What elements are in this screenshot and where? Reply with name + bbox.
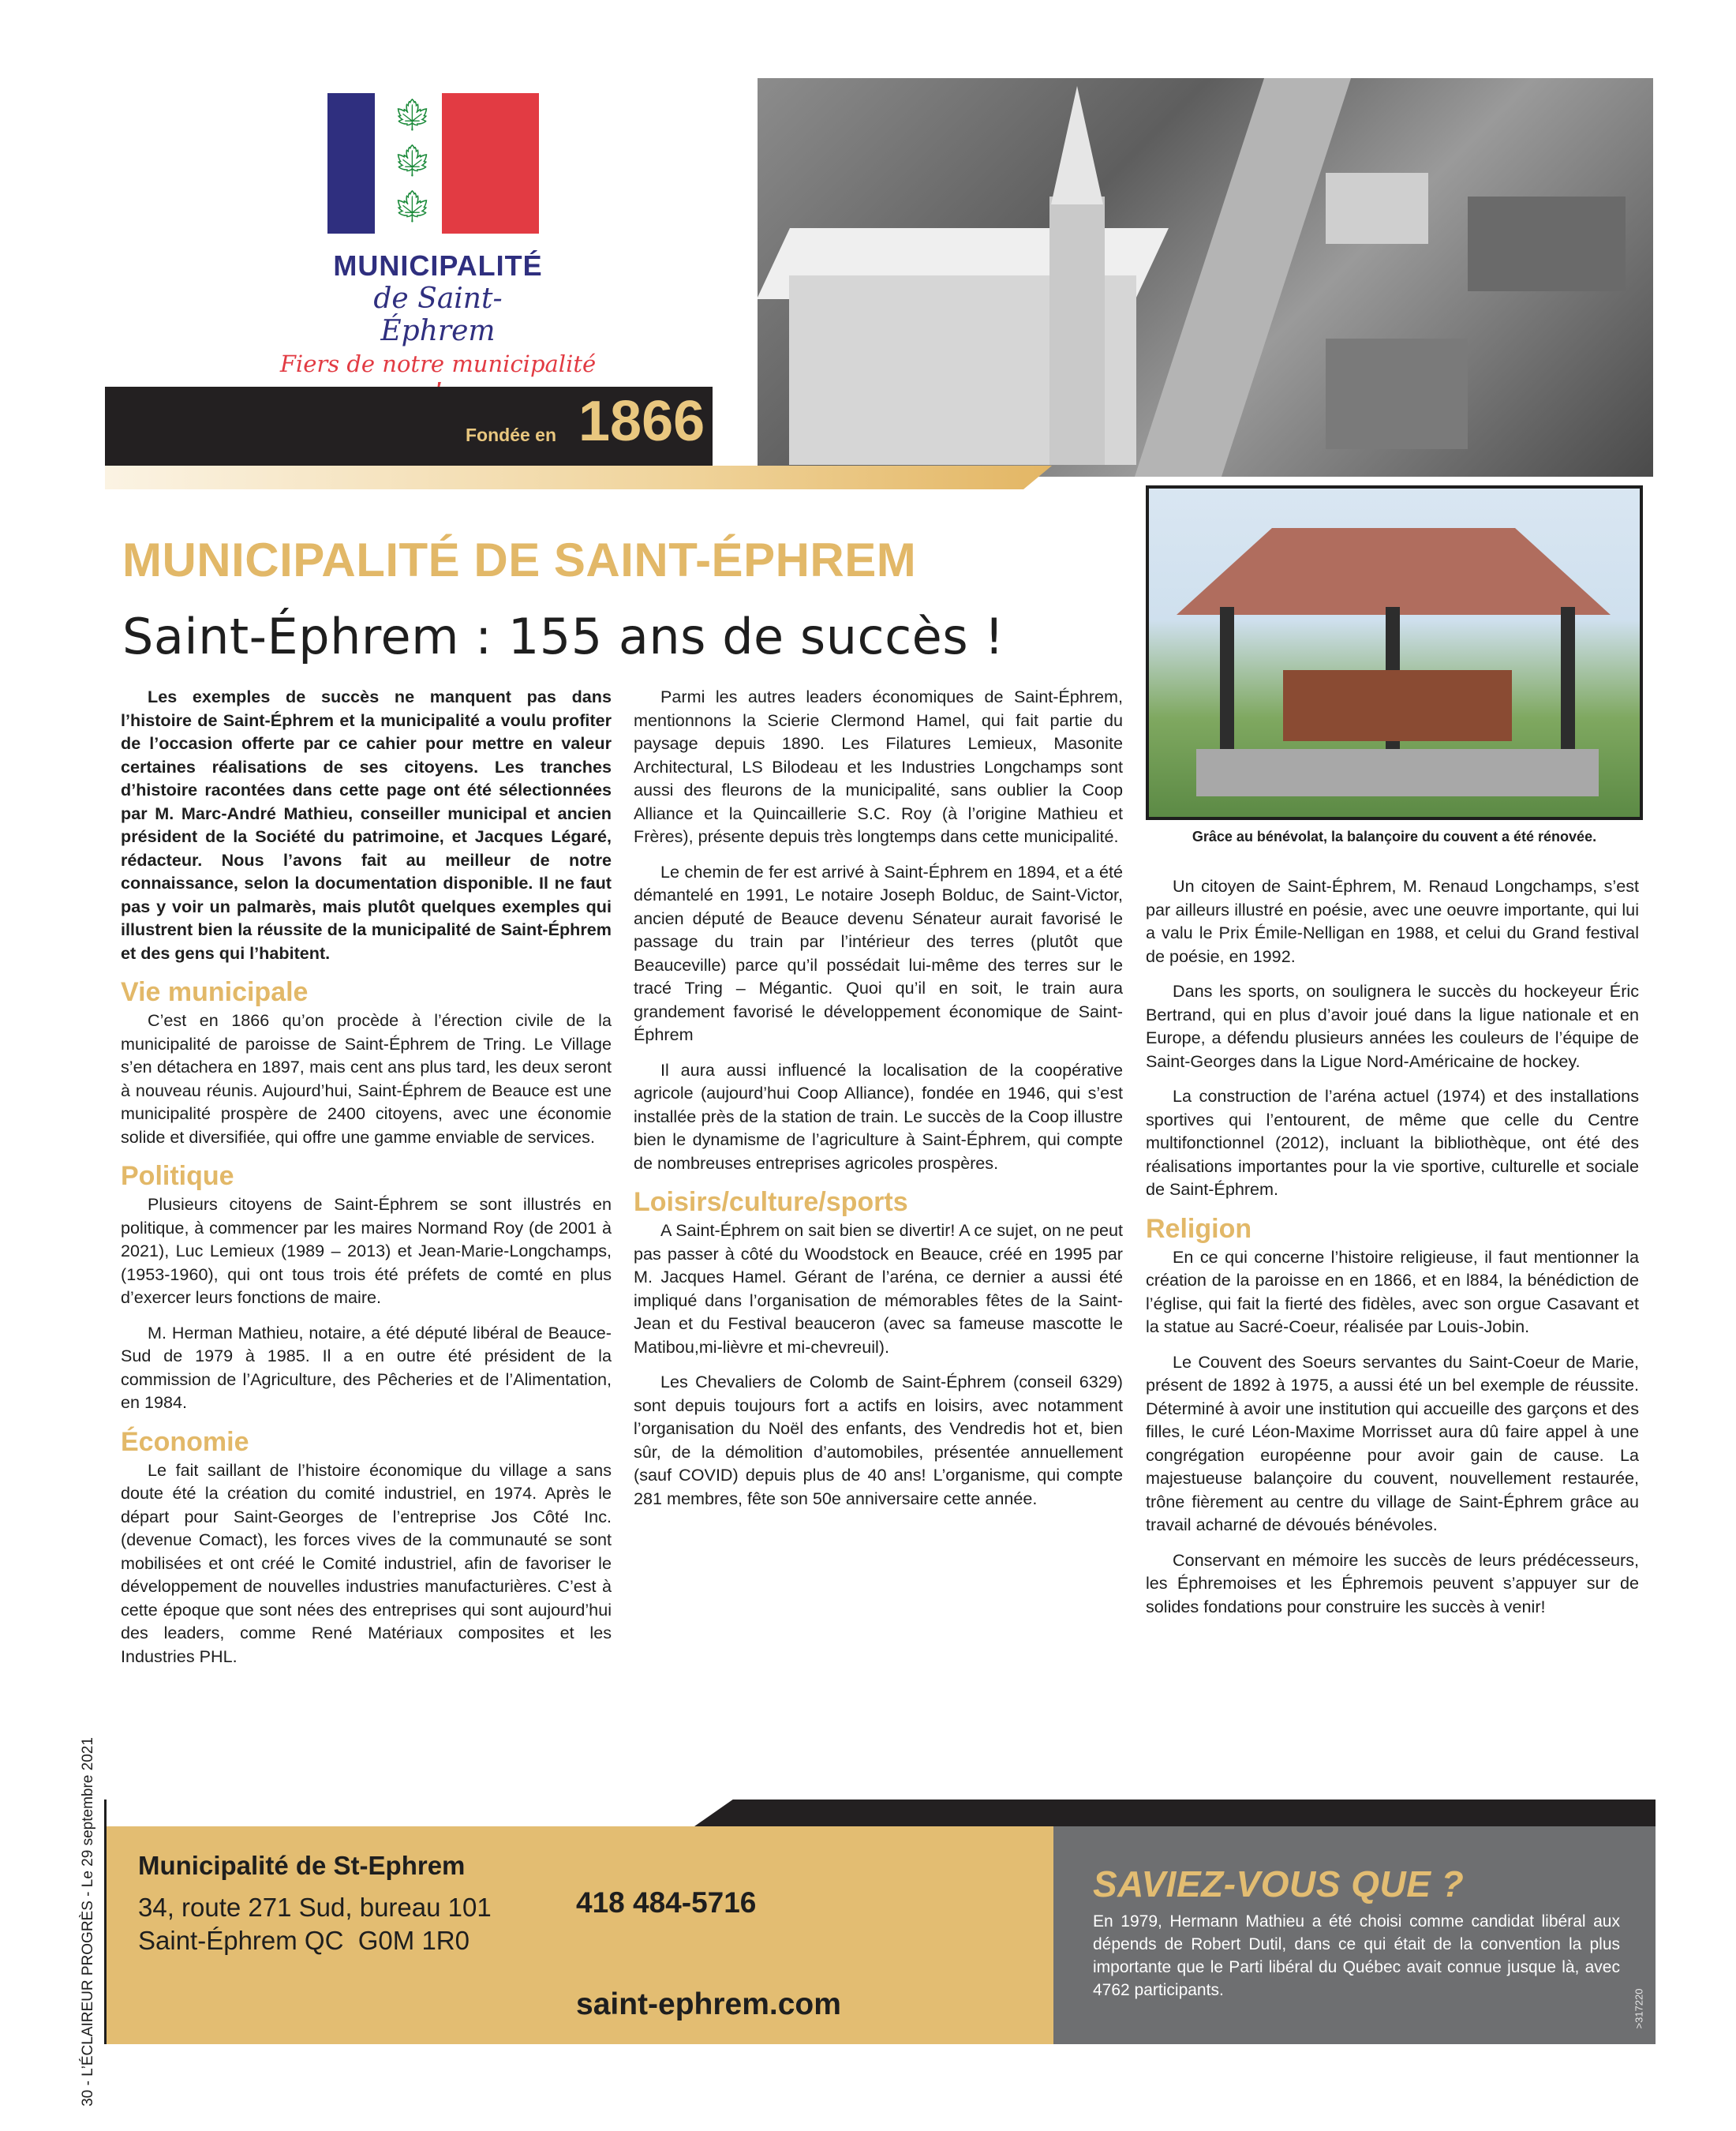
footer-phone: 418 484-5716 [576, 1886, 757, 1919]
paragraph: Conservant en mémoire les succès de leurs prédécesseurs, les Éphremoises et les Éphremois peuvent s’appuyer sur de solides fondations pour construire les succès à venir! [1146, 1549, 1639, 1616]
gold-accent-stripe [105, 466, 1052, 489]
convent-swing-photo [1146, 485, 1643, 820]
paragraph: Le fait saillant de l’histoire économique du village a sans doute été la création du comité industriel, en 1974. Après le départ pour Saint-Georges de l’entreprise Jos Côté Inc. (devenue Comact), les forces vives de la communauté se sont mobilisées et ont créé le Comité industriel, afin de favoriser le développement de nouvelles industries manufacturières. C’est à cette époque que sont nées des entreprises qui sont aujourd’hui des leaders, comme René Matériaux composites et les Industries PHL. [121, 1459, 612, 1666]
article-column-1 [121, 685, 612, 1680]
footer-address-line-1: 34, route 271 Sud, bureau 101 [138, 1893, 492, 1922]
paragraph: Parmi les autres leaders économiques de Saint-Éphrem, mentionnons la Scierie Clermond Hamel, qui fait partie du paysage depuis 1890. Les Filatures Lemieux, Masonite Architectural, LS Bilodeau et les Industries Longchamps sont aussi des fleurons de la municipalité, sans oublier la Coop Alliance et la Quincaillerie S.C. Roy (à l’origine Mathieu et Frères), présente depuis très longtemps dans cette municipalité. [634, 687, 1123, 846]
section-heading-economie: Économie [121, 1426, 249, 1457]
article-kicker: MUNICIPALITÉ DE SAINT-ÉPHREM [122, 534, 917, 586]
photo-gazebo-post [1561, 607, 1575, 749]
paragraph: Le chemin de fer est arrivé à Saint-Éphrem en 1894, et a été démantelé en 1991, Le notaire Joseph Bolduc, de Saint-Victor, ancien député de Beauce devenu Sénateur aurait favorisé le passage du train par l’intérieur des terres (plutôt que Beauceville) parce qu’il possédait lui-même des terres sur le tracé Tring – Mégantic. Quoi qu’il en soit, le train aura grandement favorisé le développement économique de Saint-Éphrem [634, 861, 1123, 1044]
page-folio [79, 1737, 98, 2107]
photo-house [1468, 197, 1626, 291]
article-column-2 [634, 685, 1123, 1522]
paragraph: M. Herman Mathieu, notaire, a été député libéral de Beauce-Sud de 1979 à 1985. Il a en outre été président de la commission de l’Agriculture, des Pêcheries et de l’Alimentation, en 1984. [121, 1322, 612, 1412]
logo-name: MUNICIPALITÉ [333, 249, 543, 282]
maple-leaf-icon: 🍁︎ [392, 97, 432, 133]
ad-code-text: >317220 [1633, 1988, 1645, 2029]
paragraph: Les Chevaliers de Colomb de Saint-Éphrem (conseil 6329) sont depuis toujours fort a actifs en loisirs, avec notamment l’organisation du Noël des enfants, des Vendredis hot et, bien sûr, de la démolition d’automobiles, présentée annuellement (sauf COVID) depuis plus de 40 ans! L’organisme, qui compte 281 membres, fête son 50e anniversaire cette année. [634, 1372, 1123, 1508]
paragraph: C’est en 1866 qu’on procède à l’érection civile de la municipalité de paroisse de Saint-Éphrem de Tring. Le Village s’en détachera en 1897, mais cent ans plus tard, les deux seront à nouveau réunis. Aujourd’hui, Saint-Éphrem de Beauce est une municipalité prospère de 2400 citoyens, avec une économie solide et diversifiée, qui offre une gamme enviable de services. [121, 1010, 612, 1147]
article-column-3 [1146, 874, 1639, 1630]
paragraph: Il aura aussi influencé la localisation de la coopérative agricole (aujourd’hui Coop Alliance), fondée en 1946, qui s’est installée près de la station de train. Le succès de la Coop illustre bien le dynamisme de l’agriculture à Saint-Éphrem, qui compte de nombreuses entreprises agricoles prospères. [634, 1059, 1123, 1173]
paragraph: La construction de l’aréna actuel (1974) et des installations sportives qui l’entourent, de même que celle du Centre multifonctionnel (2012), incluant la bibliothèque, ont été des réalisations importantes pour la vie sportive, culturelle et sociale de Saint-Éphrem. [1146, 1086, 1639, 1199]
founded-label: Fondée en [466, 425, 557, 445]
article-intro: Les exemples de succès ne manquent pas dans l’histoire de Saint-Éphrem et la municipalité a voulu profiter de l’occasion offerte par ce cahier pour mettre en valeur certaines réalisations de ses citoyens. Les tranches d’histoire racontées dans cette page ont été sélectionnées par M. Marc-André Mathieu, conseiller municipal et ancien président de la Société du patrimoine, et Jacques Légaré, rédacteur. Nous l’avons fait au meilleur de notre connaissance, selon la documentation disponible. Il ne faut pas y voir un palmarès, mais plutôt quelques exemples qui illustrent bien la réussite de la municipalité de Saint-Éphrem et des gens qui l’habitent. [121, 687, 612, 963]
flag-emblem [327, 93, 539, 234]
photo-church-spire [1051, 86, 1103, 204]
maple-leaf-icon: 🍁︎ [392, 189, 432, 225]
did-you-know-text: En 1979, Hermann Mathieu a été choisi comme candidat libéral aux dépends de Robert Dutil, dans ce qui était de la convention la plus importante que le Parti libéral du Québec avait connue jusque là, avec 4762 participants. [1093, 1912, 1620, 1999]
flag-blue-stripe [327, 93, 375, 234]
did-you-know-title: SAVIEZ-VOUS QUE ? [1093, 1863, 1465, 1904]
paragraph: Plusieurs citoyens de Saint-Éphrem se sont illustrés en politique, à commencer par les maires Normand Roy (de 2001 à 2021), Luc Lemieux (1989 – 2013) et Jean-Marie-Longchamps, (1953-1960), qui ont tous trois été préfets de comté en plus d’exercer leurs fonctions de maire. [121, 1194, 612, 1307]
photo-caption: Grâce au bénévolat, la balançoire du couvent a été rénovée. [1192, 829, 1597, 845]
photo-swing-bench [1283, 670, 1512, 741]
footer-dark-band [694, 1800, 1656, 1826]
footer-address-line-2: Saint-Éphrem QC G0M 1R0 [138, 1926, 470, 1955]
page-folio-text: 30 - L’ÉCLAIREUR PROGRÈS - Le 29 septembre 2021 [80, 1737, 96, 2107]
photo-church-tower [1049, 197, 1105, 465]
maple-leaf-icon: 🍁︎ [392, 143, 432, 179]
footer-org-name: Municipalité de St-Ephrem [138, 1851, 466, 1880]
section-heading-loisirs: Loisirs/culture/sports [634, 1187, 908, 1217]
historic-aerial-photo [758, 78, 1653, 477]
paragraph: Dans les sports, on soulignera le succès du hockeyeur Éric Bertrand, qui en plus d’avoir joué dans la ligue nationale et en Europe, a défendu plusieurs années les couleurs de l’équipe de Saint-Georges dans la Ligue Nord-Américaine de hockey. [1146, 981, 1639, 1071]
photo-house [1326, 173, 1428, 244]
municipality-logo [279, 93, 597, 404]
paragraph: Un citoyen de Saint-Éphrem, M. Renaud Longchamps, s’est par ailleurs illustré en poésie, avec une oeuvre importante, qui lui a valu le Prix Émile-Nelligan en 1988, et celui du Grand festival de poésie, en 1992. [1146, 876, 1639, 966]
section-heading-vie-municipale: Vie municipale [121, 977, 309, 1007]
ad-code [1632, 1981, 1646, 2036]
footer-website: saint-ephrem.com [576, 1987, 841, 2021]
section-heading-religion: Religion [1146, 1213, 1252, 1244]
logo-subname: de Saint-Éphrem [373, 283, 503, 347]
photo-house [1326, 339, 1468, 449]
photo-street [1135, 78, 1351, 477]
paragraph: A Saint-Éphrem on sait bien se divertir! A ce sujet, on ne peut pas passer à côté du Woodstock en Beauce, créé en 1995 par M. Jacques Hamel. Gérant de l’aréna, ce dernier a aussi été impliqué dans l’organisation de mémorables fêtes de la Saint-Jean et du Festival beauceron (avec sa fameuse mascotte le Matibou,mi-lièvre et mi-chevreuil). [634, 1220, 1123, 1357]
photo-gazebo-base [1196, 749, 1599, 796]
section-heading-politique: Politique [121, 1161, 234, 1191]
logo-tagline: Fiers de notre municipalité [279, 350, 597, 377]
photo-gazebo-roof [1177, 528, 1611, 615]
photo-gazebo-post [1220, 607, 1234, 749]
flag-red-stripe [442, 93, 539, 234]
paragraph: Le Couvent des Soeurs servantes du Saint-Coeur de Marie, présent de 1892 à 1975, a aussi été un bel exemple de réussite. Déterminé à avoir une institution qui accueille des garçons et des filles, le curé Léon-Maxime Morrisset aura dû faire appel à une congrégation européenne pour avoir gain de cause. La majestueuse balançoire du couvent, nouvellement restaurée, trône fièrement au centre du village de Saint-Éphrem grâce au travail acharné de dévoués bénévoles. [1146, 1351, 1639, 1534]
paragraph: En ce qui concerne l’histoire religieuse, il faut mentionner la création de la paroisse en en 1866, et en l884, la bénédiction de l’église, qui fait la fierté des fidèles, avec son orgue Casavant et la statue au Sacré-Coeur, réalisée par Louis-Jobin. [1146, 1246, 1639, 1336]
founded-year: 1866 [578, 390, 705, 453]
article-title: Saint-Éphrem : 155 ans de succès ! [122, 608, 1005, 665]
